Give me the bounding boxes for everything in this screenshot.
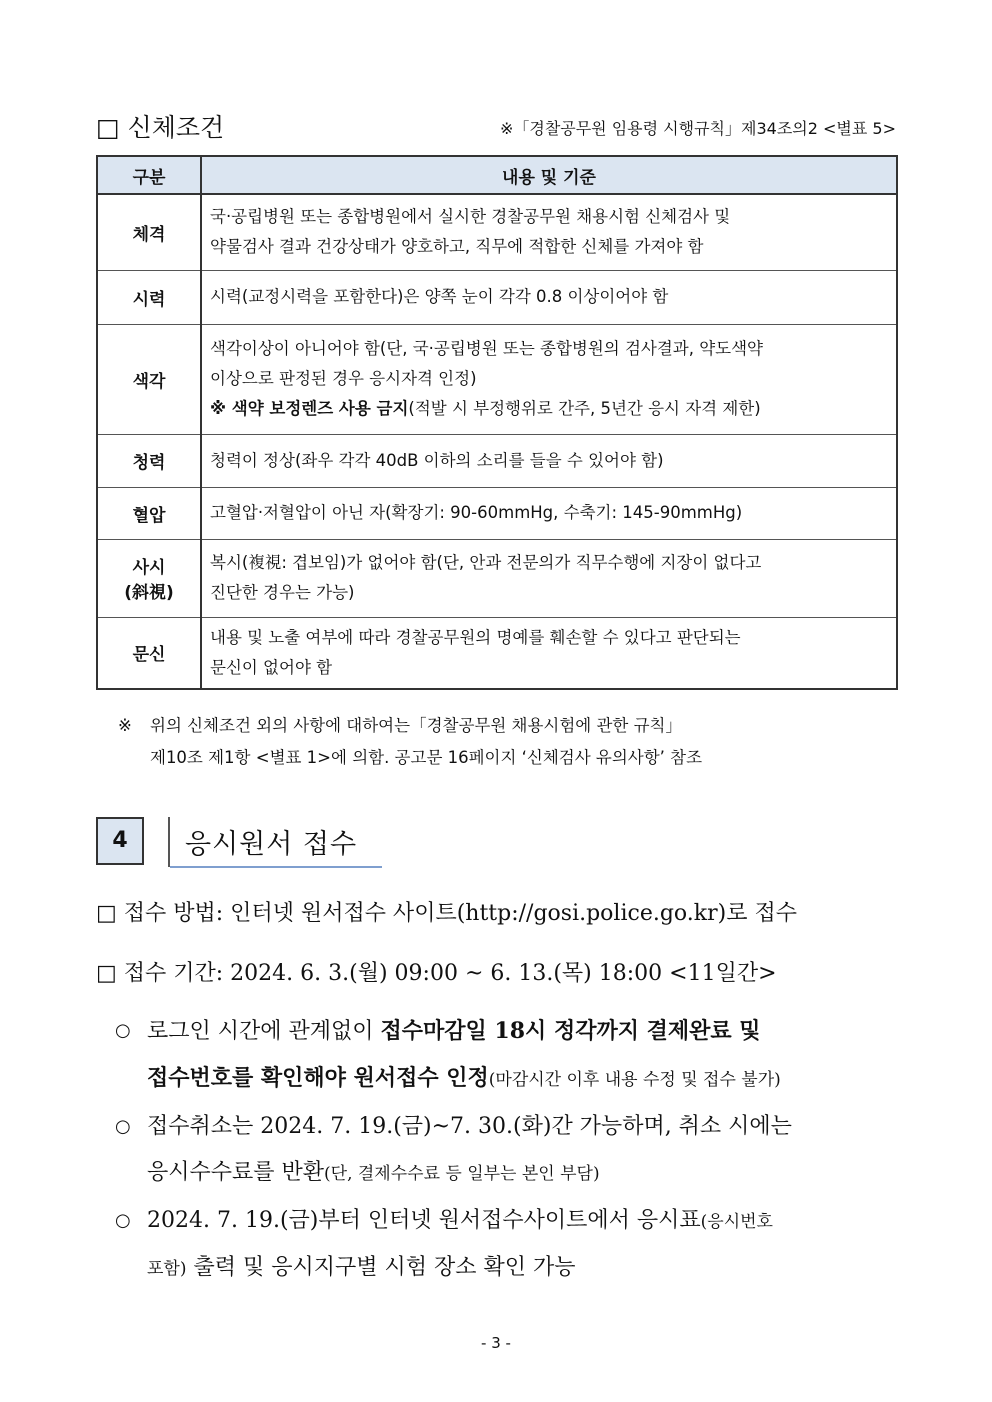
table-footnote (118, 710, 898, 774)
row-category: 혈압 (97, 487, 201, 539)
bullet-text: 응시수수료를 반환 (147, 1160, 325, 1185)
lens-ban-detail: (적발 시 부정행위로 간주, 5년간 응시 자격 제한) (408, 399, 761, 418)
row-content (201, 617, 897, 689)
page-number: - 3 - (481, 1334, 511, 1352)
content-line: 색각이상이 아니어야 함(단, 국·공립병원 또는 종합병원의 검사결과, 약도색약 (210, 339, 763, 358)
row-category: 청력 (97, 434, 201, 487)
bullet-text: 2024. 7. 19.(금)부터 인터넷 원서접수사이트에서 응시표 (147, 1208, 701, 1233)
category-hanja: (斜視) (124, 583, 174, 603)
section-title: □ 신체조건 (96, 113, 225, 142)
bullet-text: 출력 및 응시지구별 시험 장소 확인 가능 (186, 1255, 576, 1280)
bullet-text: 접수취소는 2024. 7. 19.(금)~7. 30.(화)간 가능하며, 취소 시에는 (147, 1114, 792, 1139)
content-line: 약물검사 결과 건강상태가 양호하고, 직무에 적합한 신체를 가져야 함 (210, 237, 704, 257)
bullet-mark: ○ (115, 1020, 131, 1041)
bullet-mark: ○ (115, 1116, 131, 1137)
row-content (201, 434, 897, 487)
column-header-category: 구분 (97, 156, 201, 194)
bullet-note: (마감시간 이후 내용 수정 및 접수 불가) (488, 1070, 781, 1090)
application-method: □ 접수 방법: 인터넷 원서접수 사이트(http://gosi.police.go.kr)로 접수 (96, 901, 797, 926)
table-row (97, 434, 897, 487)
list-item (115, 1104, 895, 1197)
row-category: 시력 (97, 270, 201, 324)
content-line: 내용 및 노출 여부에 따라 경찰공무원의 명예를 훼손할 수 있다고 판단되는 (210, 627, 741, 647)
physical-requirements-header (96, 106, 896, 146)
row-category: 문신 (97, 617, 201, 689)
content-line: 국·공립병원 또는 종합병원에서 실시한 경찰공무원 채용시험 신체검사 및 (210, 207, 731, 227)
content-line: 시력(교정시력을 포함한다)은 양쪽 눈이 각각 0.8 이상이어야 함 (210, 287, 669, 306)
content-line: 고혈압·저혈압이 아닌 자(확장기: 90-60mmHg, 수축기: 145-90mmHg) (210, 503, 743, 522)
row-category: 체격 (97, 194, 201, 270)
physical-requirements-table (96, 155, 898, 690)
list-item (115, 1198, 895, 1292)
content-line (210, 394, 886, 424)
row-content (201, 270, 897, 324)
row-content (201, 539, 897, 617)
bullet-note: (응시번호 (700, 1212, 773, 1232)
bullet-note: (단, 결제수수료 등 일부는 본인 부담) (324, 1164, 600, 1184)
regulation-reference: ※「경찰공무원 임용령 시행규칙」제34조의2 <별표 5> (499, 119, 896, 138)
deadline-emphasis: 접수마감일 18시 정각까지 결제완료 및 (380, 1018, 761, 1044)
row-category: 색각 (97, 324, 201, 434)
table-row (97, 539, 897, 617)
row-content (201, 487, 897, 539)
content-line: 청력이 정상(좌우 각각 40dB 이하의 소리를 들을 수 있어야 함) (210, 450, 664, 470)
bullet-note: 포함) (147, 1259, 187, 1279)
deadline-emphasis: 접수번호를 확인해야 원서접수 인정 (147, 1065, 489, 1091)
lens-ban-warning: ※ 색약 보정렌즈 사용 금지 (210, 399, 409, 418)
table-row (97, 617, 897, 689)
table-row (97, 194, 897, 270)
table-row (97, 270, 897, 324)
table-row (97, 487, 897, 539)
bullet-mark: ○ (115, 1210, 131, 1231)
bullet-text: 로그인 시간에 관계없이 (147, 1019, 381, 1044)
note-line: 제10조 제1항 <별표 1>에 의함. 공고문 16페이지 ‘신체검사 유의사항’ 참조 (150, 748, 703, 767)
column-header-content: 내용 및 기준 (201, 156, 897, 194)
content-line: 복시(複視: 겹보임)가 없어야 함(단, 안과 전문의가 직무수행에 지장이 없다고 (210, 553, 762, 572)
content-line: 문신이 없어야 함 (210, 657, 333, 677)
section-4-title: 응시원서 접수 (185, 829, 358, 860)
section-title-underline (170, 866, 382, 868)
note-line: 위의 신체조건 외의 사항에 대하여는「경찰공무원 채용시험에 관한 규칙」 (150, 716, 682, 735)
content-line: 이상으로 판정된 경우 응시자격 인정) (210, 369, 477, 388)
row-category (97, 539, 201, 617)
content-line: 진단한 경우는 가능) (210, 583, 355, 602)
row-content (201, 194, 897, 270)
list-item (115, 1008, 895, 1103)
application-period: □ 접수 기간: 2024. 6. 3.(월) 09:00 ~ 6. 13.(목) 18:00 <11일간> (96, 961, 777, 986)
category-label: 사시 (132, 558, 166, 578)
note-mark: ※ (118, 716, 132, 735)
table-header-row (97, 156, 897, 194)
section-number-badge: 4 (96, 817, 144, 865)
row-content (201, 324, 897, 434)
section-divider (168, 817, 170, 867)
table-row (97, 324, 897, 434)
